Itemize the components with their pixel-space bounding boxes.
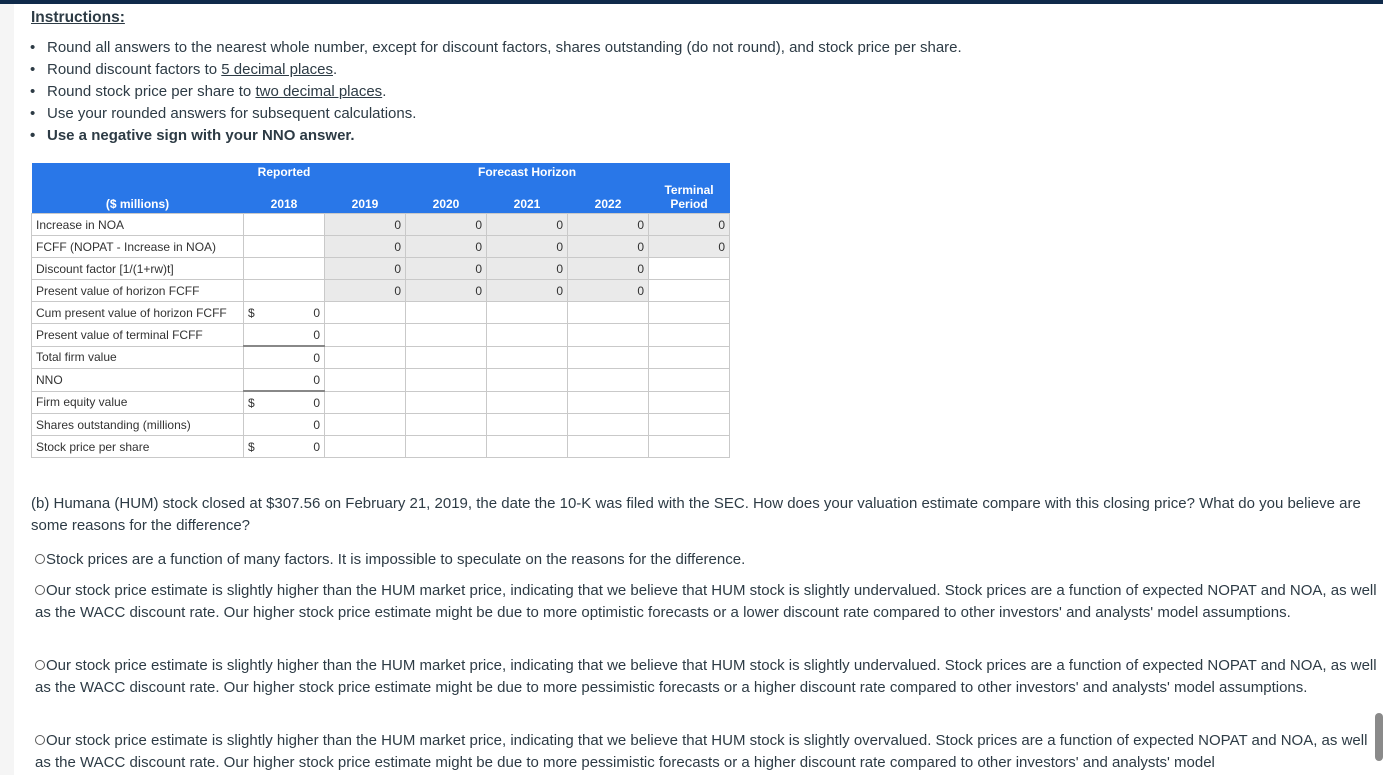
radio-button-icon[interactable] bbox=[35, 554, 45, 564]
column-header-2021: 2021 bbox=[487, 183, 568, 214]
currency-symbol: $ bbox=[244, 436, 253, 458]
row-label: Cum present value of horizon FCFF bbox=[32, 302, 244, 324]
column-header-terminal: Terminal Period bbox=[649, 183, 730, 214]
row-label: FCFF (NOPAT - Increase in NOA) bbox=[32, 236, 244, 258]
value-cell: 0 bbox=[487, 214, 568, 236]
column-header-2019: 2019 bbox=[325, 183, 406, 214]
reported-cell bbox=[244, 258, 325, 280]
instruction-item: • Use a negative sign with your NNO answer. bbox=[30, 125, 962, 147]
row-label: Firm equity value bbox=[32, 391, 244, 414]
answer-option-3[interactable] bbox=[35, 655, 1380, 699]
row-label: Total firm value bbox=[32, 346, 244, 369]
reported-group-header: Reported bbox=[244, 163, 325, 183]
reported-value: 0 bbox=[253, 302, 325, 324]
reported-cell bbox=[244, 214, 325, 236]
label-column-header: ($ millions) bbox=[32, 183, 244, 214]
value-cell: 0 bbox=[325, 214, 406, 236]
value-cell: 0 bbox=[487, 258, 568, 280]
row-label: NNO bbox=[32, 369, 244, 392]
forecast-group-header: Forecast Horizon bbox=[406, 163, 649, 183]
value-cell bbox=[649, 280, 730, 302]
radio-button-icon[interactable] bbox=[35, 585, 45, 595]
value-cell: 0 bbox=[406, 236, 487, 258]
reported-value: 0 bbox=[253, 346, 325, 369]
instruction-item: • Round discount factors to 5 decimal places. bbox=[30, 59, 962, 81]
reported-value: 0 bbox=[253, 369, 325, 392]
row-label: Discount factor [1/(1+rw)t] bbox=[32, 258, 244, 280]
answer-option-1[interactable] bbox=[35, 549, 1380, 571]
table-row bbox=[32, 258, 730, 280]
table-row bbox=[32, 302, 730, 324]
instruction-item: • Use your rounded answers for subsequent calculations. bbox=[30, 103, 962, 125]
radio-button-icon[interactable] bbox=[35, 660, 45, 670]
table-row bbox=[32, 346, 730, 369]
answer-option-4[interactable] bbox=[35, 730, 1380, 774]
valuation-table bbox=[31, 163, 730, 458]
answer-option-text: Stock prices are a function of many factors. It is impossible to speculate on the reasons for the difference. bbox=[46, 551, 746, 568]
left-gutter bbox=[0, 4, 14, 775]
value-cell: 0 bbox=[325, 280, 406, 302]
table-row bbox=[32, 324, 730, 347]
value-cell: 0 bbox=[568, 280, 649, 302]
value-cell: 0 bbox=[649, 214, 730, 236]
currency-symbol: $ bbox=[244, 302, 253, 324]
answer-option-text: Our stock price estimate is slightly higher than the HUM market price, indicating that we believe that HUM stock is slightly undervalued. Stock prices are a function of expected NOPAT and NOA, as well as the WACC discount rate. Our higher stock price estimate might be due to more pessimistic forecasts or a higher discount rate compared to other investors' and analysts' model assumptions. bbox=[35, 657, 1377, 696]
value-cell: 0 bbox=[487, 280, 568, 302]
table-row bbox=[32, 214, 730, 236]
currency-symbol: $ bbox=[244, 391, 253, 414]
value-cell: 0 bbox=[406, 214, 487, 236]
column-header-2018: 2018 bbox=[244, 183, 325, 214]
value-cell: 0 bbox=[406, 258, 487, 280]
row-label: Present value of horizon FCFF bbox=[32, 280, 244, 302]
value-cell: 0 bbox=[325, 258, 406, 280]
row-label: Present value of terminal FCFF bbox=[32, 324, 244, 347]
reported-cell bbox=[244, 280, 325, 302]
row-label: Shares outstanding (millions) bbox=[32, 414, 244, 436]
value-cell: 0 bbox=[649, 236, 730, 258]
reported-value: 0 bbox=[253, 414, 325, 436]
value-cell: 0 bbox=[568, 258, 649, 280]
table-row bbox=[32, 280, 730, 302]
table-row bbox=[32, 391, 730, 414]
instructions-list bbox=[30, 37, 962, 147]
instruction-item: • Round stock price per share to two decimal places. bbox=[30, 81, 962, 103]
decimal-places-link: two decimal places bbox=[255, 83, 383, 100]
value-cell bbox=[649, 258, 730, 280]
column-header-2022: 2022 bbox=[568, 183, 649, 214]
row-label: Stock price per share bbox=[32, 436, 244, 458]
top-bar bbox=[0, 0, 1383, 4]
table-row bbox=[32, 436, 730, 458]
table-row bbox=[32, 236, 730, 258]
answer-option-text: Our stock price estimate is slightly higher than the HUM market price, indicating that we believe that HUM stock is slightly overvalued. Stock prices are a function of expected NOPAT and NOA, as well as the WACC discount rate. Our higher stock price estimate might be due to more pessimistic forecasts or a higher discount rate compared to other investors' and analysts' model bbox=[35, 732, 1368, 771]
currency-symbol bbox=[244, 414, 253, 436]
table-row bbox=[32, 414, 730, 436]
currency-symbol bbox=[244, 346, 253, 369]
reported-value: 0 bbox=[253, 436, 325, 458]
reported-value: 0 bbox=[253, 391, 325, 414]
value-cell: 0 bbox=[325, 236, 406, 258]
question-b-text: (b) Humana (HUM) stock closed at $307.56 on February 21, 2019, the date the 10-K was filed with the SEC. How does your valuation estimate compare with this closing price? What do you believe are some reasons for the difference? bbox=[31, 495, 1361, 534]
value-cell: 0 bbox=[487, 236, 568, 258]
answer-option-2[interactable] bbox=[35, 580, 1380, 624]
table-row bbox=[32, 369, 730, 392]
instruction-item: • Round all answers to the nearest whole number, except for discount factors, shares outstanding (do not round), and stock price per share. bbox=[30, 37, 962, 59]
currency-symbol bbox=[244, 324, 253, 347]
value-cell: 0 bbox=[568, 214, 649, 236]
reported-value: 0 bbox=[253, 324, 325, 347]
scrollbar-thumb[interactable] bbox=[1375, 713, 1383, 761]
radio-button-icon[interactable] bbox=[35, 735, 45, 745]
decimal-places-link: 5 decimal places bbox=[221, 61, 333, 78]
value-cell: 0 bbox=[406, 280, 487, 302]
row-label: Increase in NOA bbox=[32, 214, 244, 236]
answer-option-text: Our stock price estimate is slightly higher than the HUM market price, indicating that we believe that HUM stock is slightly undervalued. Stock prices are a function of expected NOPAT and NOA, as well as the WACC discount rate. Our higher stock price estimate might be due to more optimistic forecasts or a lower discount rate compared to other investors' and analysts' model assumptions. bbox=[35, 582, 1377, 621]
reported-cell bbox=[244, 236, 325, 258]
instructions-heading: Instructions: bbox=[31, 9, 125, 26]
column-header-2020: 2020 bbox=[406, 183, 487, 214]
value-cell: 0 bbox=[568, 236, 649, 258]
currency-symbol bbox=[244, 369, 253, 392]
